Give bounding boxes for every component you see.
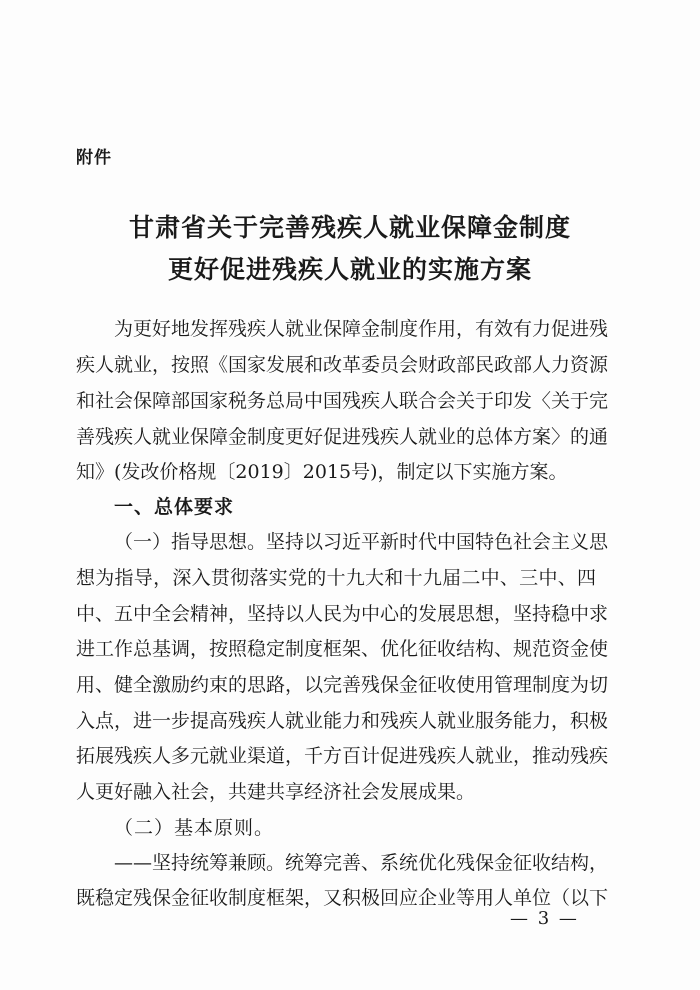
paragraph-line: 用、健全激励约束的思路，以完善残保金征收使用管理制度为切 — [76, 674, 609, 696]
intro-line: 知》(发改价格规〔2019〕2015号)，制定以下实施方案。 — [76, 461, 568, 483]
paragraph-line: 人更好融入社会，共建共享经济社会发展成果。 — [76, 781, 476, 803]
paragraph-line: 既稳定残保金征收制度框架，又积极回应企业等用人单位（以下 — [76, 887, 609, 909]
section-heading: 一、总体要求 — [114, 496, 235, 518]
intro-line: 疾人就业，按照《国家发展和改革委员会财政部民政部人力资源 — [76, 354, 609, 376]
intro-line: 善残疾人就业保障金制度更好促进残疾人就业的总体方案〉的通 — [76, 426, 609, 448]
paragraph-line: 想为指导，深入贯彻落实党的十九大和十九届二中、三中、四 — [76, 567, 596, 589]
intro-line: 为更好地发挥残疾人就业保障金制度作用，有效有力促进残 — [114, 318, 609, 340]
paragraph-line: 中、五中全会精神，坚持以人民为中心的发展思想，坚持稳中求 — [76, 603, 609, 625]
paragraph-line: 入点，进一步提高残疾人就业能力和残疾人就业服务能力，积极 — [76, 710, 609, 732]
document-title-line-2: 更好促进残疾人就业的实施方案 — [167, 255, 532, 284]
page-number: — 3 — — [510, 908, 579, 929]
intro-line: 和社会保障部国家税务总局中国残疾人联合会关于印发〈关于完 — [76, 390, 609, 412]
paragraph-line: ——坚持统筹兼顾。统筹完善、系统优化残保金征收结构， — [114, 852, 609, 874]
paragraph-line: （一）指导思想。坚持以习近平新时代中国特色社会主义思 — [114, 531, 609, 553]
paragraph-line: 进工作总基调，按照稳定制度框架、优化征收结构、规范资金使 — [76, 638, 609, 660]
subsection-heading: （二）基本原则。 — [114, 817, 275, 839]
paragraph-line: 拓展残疾人多元就业渠道，千方百计促进残疾人就业，推动残疾 — [76, 745, 609, 767]
attachment-label: 附件 — [76, 148, 112, 168]
document-title-line-1: 甘肃省关于完善残疾人就业保障金制度 — [128, 213, 571, 242]
